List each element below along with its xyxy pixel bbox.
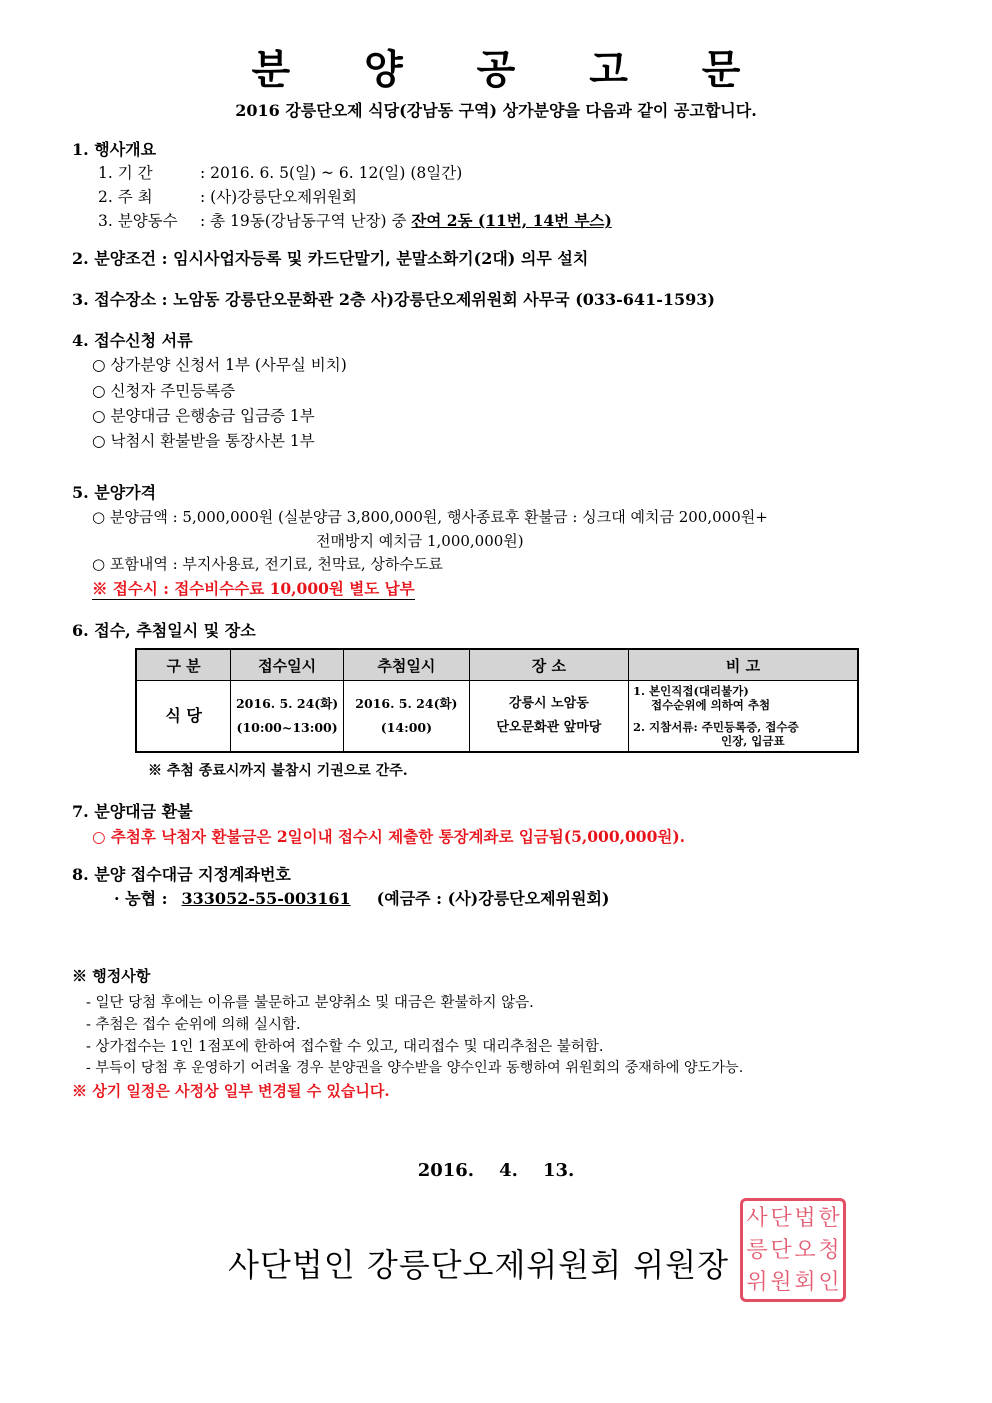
item-label: 3. 분양동수 (98, 212, 178, 230)
draw-date: 2016. 5. 24(화) (355, 696, 458, 711)
item-value: : (사)강릉단오제위원회 (200, 188, 358, 206)
cell-draw (344, 681, 470, 753)
cell-category: 식 당 (136, 681, 231, 753)
admin-item: - 부득이 당첨 후 운영하기 어려울 경우 분양권을 양수받을 양수인과 동행하여 위원회의 중재하에 양도가능. (86, 1060, 744, 1076)
cell-place (469, 681, 628, 753)
refund-note: ○ 추첨후 낙첨자 환불금은 2일이내 접수시 제출한 통장계좌로 입금됨(5,000,000원). (92, 827, 686, 846)
item-value: : 총 19동(강남동구역 난장) 중 (200, 212, 412, 230)
section-7-heading: 7. 분양대금 환불 (72, 802, 193, 821)
draw-time: (14:00) (380, 720, 432, 735)
document-item: ○ 낙첨시 환불받을 통장사본 1부 (92, 432, 315, 450)
cell-receipt (231, 681, 344, 753)
note-2b: 인장, 입금표 (721, 734, 785, 748)
place-line-1: 강릉시 노암동 (508, 696, 589, 711)
document-item: ○ 분양대금 은행송금 입금증 1부 (92, 407, 315, 425)
admin-item: - 일단 당첨 후에는 이유를 불문하고 분양취소 및 대금은 환불하지 않음. (86, 995, 534, 1011)
remaining-booths: 잔여 2동 (11번, 14번 부스) (411, 211, 612, 230)
bank-label: · 농협 : (114, 889, 168, 908)
document-item: ○ 신청자 주민등록증 (92, 382, 236, 400)
cell-note (629, 681, 858, 753)
document-item: ○ 상가분양 신청서 1부 (사무실 비치) (92, 356, 347, 374)
section-2-heading: 2. 분양조건 : 임시사업자등록 및 카드단말기, 분말소화기(2대) 의무 설치 (72, 249, 589, 268)
section-1-item-host (98, 185, 357, 207)
subtitle: 2016 강릉단오제 식당(강남동 구역) 상가분양을 다음과 같이 공고합니다. (235, 101, 757, 120)
account-number: 333052-55-003161 (181, 889, 351, 908)
col-header-place: 장 소 (469, 649, 628, 681)
price-line-2: 전매방지 예치금 1,000,000원) (316, 532, 524, 550)
bank-account-line (114, 886, 609, 909)
col-header-receipt: 접수일시 (231, 649, 344, 681)
section-6-heading: 6. 접수, 추첨일시 및 장소 (72, 621, 256, 640)
table-row (136, 681, 858, 753)
admin-item: - 상가접수는 1인 1점포에 한하여 접수할 수 있고, 대리접수 및 대리추첨은 불허함. (86, 1039, 604, 1055)
table-header-row (136, 649, 858, 681)
item-value: : 2016. 6. 5(일) ~ 6. 12(일) (8일간) (200, 164, 463, 182)
col-header-category: 구 분 (136, 649, 231, 681)
official-seal-icon: 사 단 법 한 릉 단 오 청 위 원 회 인 (740, 1198, 846, 1302)
receipt-date: 2016. 5. 24(화) (235, 696, 339, 711)
section-1-item-count (98, 209, 612, 231)
section-5-heading: 5. 분양가격 (72, 483, 157, 502)
note-1a: 1. 본인직접(대리불가) (633, 684, 749, 698)
table-footnote: ※ 추첨 종료시까지 불참시 기권으로 간주. (148, 763, 408, 779)
depositor: (예금주 : (사)강릉단오제위원회) (376, 889, 610, 908)
admin-item: - 추첨은 접수 순위에 의해 실시함. (86, 1017, 301, 1033)
price-line-1: ○ 분양금액 : 5,000,000원 (실분양금 3,800,000원, 행사종료후 환불금 : 싱크대 예치금 200,000원+ (92, 508, 768, 526)
issue-date: 2016. 4. 13. (417, 1160, 575, 1181)
price-includes: ○ 포함내역 : 부지사용료, 전기료, 천막료, 상하수도료 (92, 555, 443, 573)
item-label: 2. 주 최 (98, 188, 153, 206)
section-8-heading: 8. 분양 접수대금 지정계좌번호 (72, 865, 291, 884)
col-header-draw: 추첨일시 (344, 649, 470, 681)
signature-line: 사단법인 강릉단오제위원회 위원장 (228, 1246, 730, 1284)
section-3-heading: 3. 접수장소 : 노암동 강릉단오문화관 2층 사)강릉단오제위원회 사무국 (033-641-1593) (72, 290, 715, 309)
section-4-heading: 4. 접수신청 서류 (72, 331, 193, 350)
schedule-change-warning: ※ 상기 일정은 사정상 일부 변경될 수 있습니다. (72, 1082, 390, 1100)
section-1-heading: 1. 행사개요 (72, 140, 157, 159)
fee-note: ※ 접수시 : 접수비수수료 10,000원 별도 납부 (92, 579, 415, 598)
note-1b: 접수순위에 의하여 추첨 (651, 698, 771, 712)
item-label: 1. 기 간 (98, 164, 153, 182)
admin-heading: ※ 행정사항 (72, 967, 151, 985)
receipt-time: (10:00~13:00) (236, 720, 338, 735)
col-header-note: 비 고 (629, 649, 858, 681)
section-1-item-period (98, 161, 462, 183)
schedule-table (135, 648, 859, 753)
page-title: 분 양 공 고 문 (251, 46, 771, 93)
note-2a: 2. 지참서류: 주민등록증, 접수증 (633, 720, 799, 734)
place-line-2: 단오문화관 앞마당 (496, 720, 602, 735)
